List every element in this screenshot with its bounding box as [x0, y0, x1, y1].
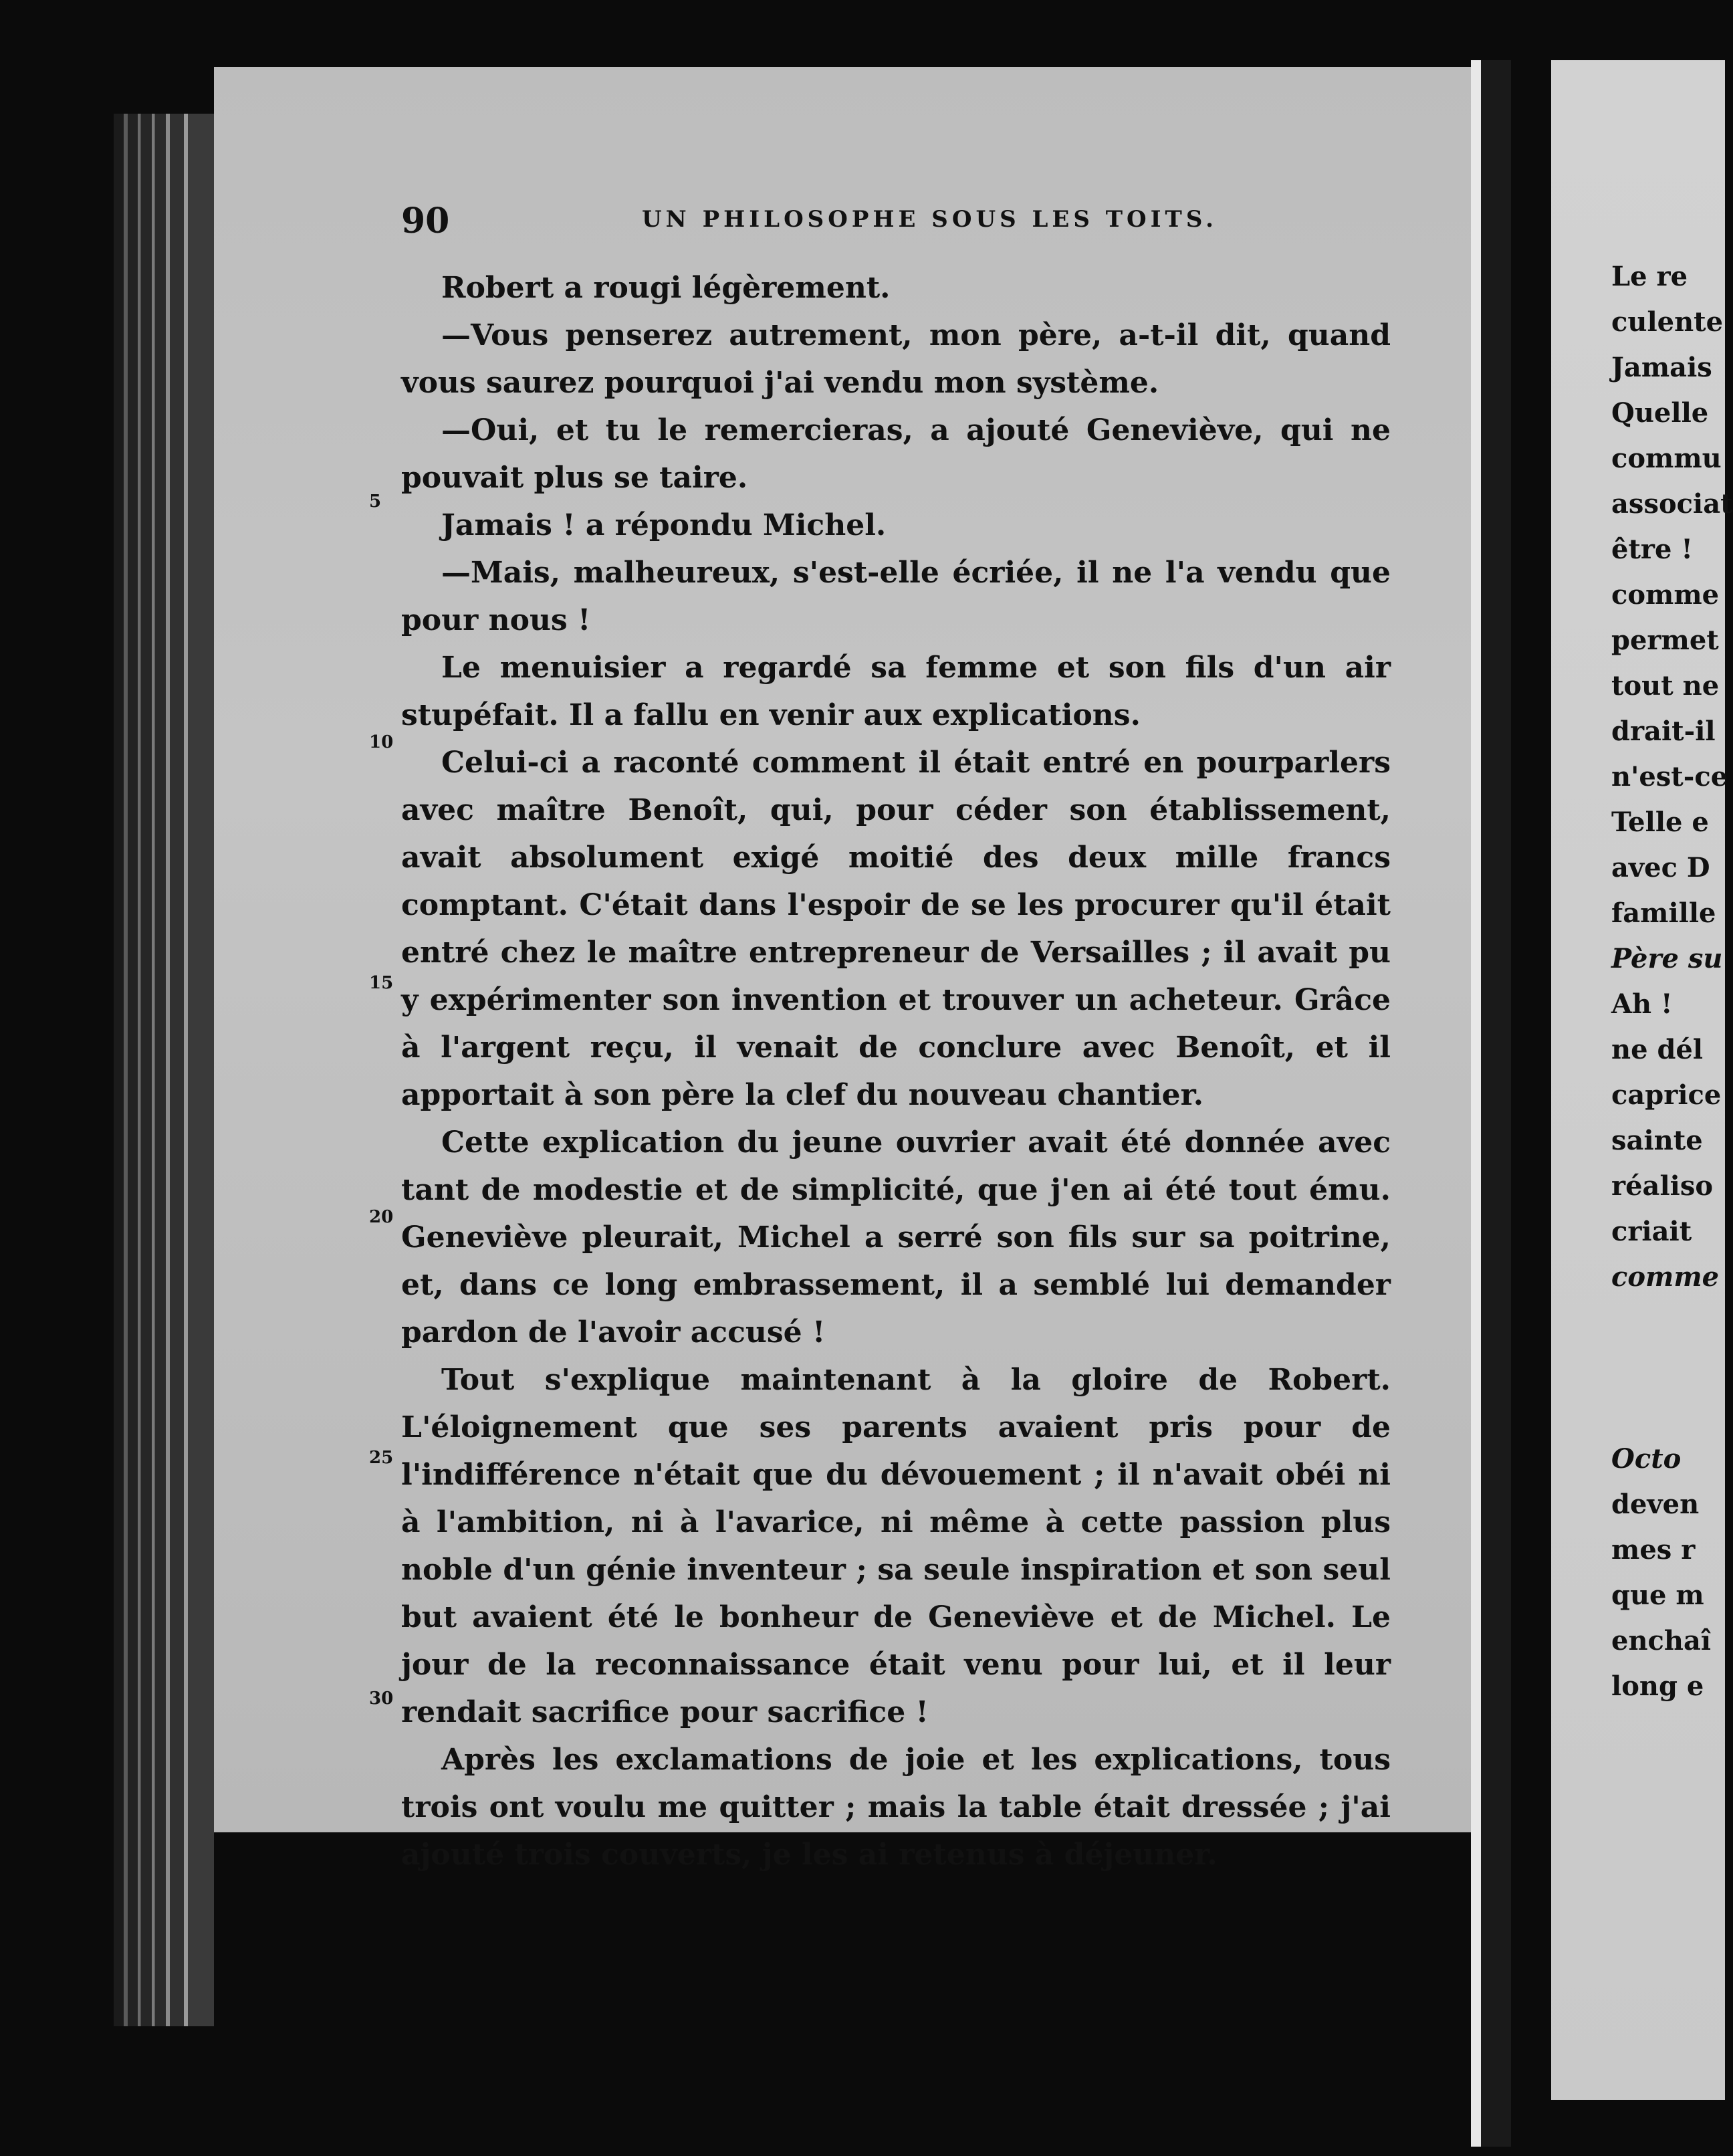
right-page-line: sainte [1611, 1125, 1703, 1156]
paragraph: Après les exclamations de joie et les explications, tous trois ont voulu me quitter ; mais la table était dressée ; j'ai ajouté trois couverts, je les ai retenus à déjeuner. [401, 1743, 1391, 1872]
right-page-line: permet [1611, 625, 1719, 656]
line-number: 30 [369, 1689, 394, 1709]
paragraph: —Vous penserez autrement, mon père, a-t-il dit, quand vous saurez pourquoi j'ai vendu mon système. [401, 318, 1391, 400]
paragraph: Le menuisier a regardé sa femme et son fils d'un air stupéfait. Il a fallu en venir aux explications. [401, 651, 1391, 732]
right-page-line: long e [1611, 1670, 1704, 1702]
line-number: 25 [369, 1448, 394, 1468]
right-page-line: être ! [1611, 534, 1693, 565]
spacer [1611, 1391, 1718, 1436]
right-page-line: Quelle [1611, 397, 1709, 429]
right-page-line: enchaî [1611, 1625, 1712, 1656]
right-page-line: criait [1611, 1216, 1692, 1247]
right-page-line: comme [1611, 1261, 1720, 1293]
line-number: 10 [369, 732, 394, 752]
right-page-line: comme [1611, 579, 1720, 611]
paragraph: —Mais, malheureux, s'est-elle écriée, il ne l'a vendu que pour nous ! [401, 556, 1391, 637]
right-page-text [1611, 254, 1733, 1709]
running-title: UN PHILOSOPHE SOUS LES TOITS. [642, 206, 1218, 233]
paragraph: Jamais ! a répondu Michel. [441, 508, 887, 542]
page-number: 90 [401, 201, 450, 241]
right-page-line: tout ne [1611, 670, 1720, 702]
paragraph: Celui-ci a raconté comment il était entré en pourparlers avec maître Benoît, qui, pour céder son établissement, avait absolument exigé moitié des deux mille francs comptant. C'était dans l'espoir de se les procurer qu'il était entré chez le maître entrepreneur de Versailles ; il avait pu y expérimenter son invention et trouver un acheteur. Grâce à l'argent reçu, il venait de conclure avec Benoît, et il apportait à son père la clef du nouveau chantier. [401, 746, 1391, 1112]
right-page-line: culente [1611, 306, 1724, 338]
right-page-line: n'est-ce [1611, 761, 1728, 792]
spacer [1611, 1300, 1718, 1345]
right-page-line: commu [1611, 443, 1722, 474]
line-number: 5 [369, 492, 382, 512]
paragraph: Cette explication du jeune ouvrier avait été donnée avec tant de modestie et de simplicité, que j'en ai été tout ému. Geneviève pleurait, Michel a serré son fils sur sa poitrine, et, dans ce long embrassement, il a semblé lui demander pardon de l'avoir accusé ! [401, 1125, 1391, 1350]
line-number: 15 [369, 973, 394, 993]
right-page-line: mes r [1611, 1534, 1696, 1566]
paragraph: Tout s'explique maintenant à la gloire de Robert. L'éloignement que ses parents avaient pris pour de l'indifférence n'était que du dévouement ; il n'avait obéi ni à l'ambition, ni à l'avarice, ni même à cette passion plus noble d'un génie inventeur ; sa seule inspiration et son seul but avaient été le bonheur de Geneviève et de Michel. Le jour de la reconnaissance était venu pour lui, et il leur rendait sacrifice pour sacrifice ! [401, 1363, 1391, 1729]
right-page-line: associat [1611, 488, 1733, 520]
book-page-edges [114, 114, 214, 2026]
page-header [401, 201, 1417, 254]
right-page-line: caprice [1611, 1079, 1722, 1111]
right-page-line: Octo [1611, 1443, 1682, 1475]
right-page-line: réaliso [1611, 1170, 1714, 1202]
right-page-line: famille [1611, 897, 1716, 929]
paragraph: Robert a rougi légèrement. [441, 271, 891, 305]
body-text [369, 264, 1391, 1878]
right-page-line: drait-il [1611, 716, 1716, 747]
right-page-line: Père su [1611, 943, 1723, 974]
right-page-line: avec D [1611, 852, 1710, 883]
right-page-line: Telle e [1611, 806, 1709, 838]
paragraph: —Oui, et tu le remercieras, a ajouté Geneviève, qui ne pouvait plus se taire. [401, 413, 1391, 495]
right-page-line: deven [1611, 1489, 1700, 1520]
spacer [1611, 1345, 1718, 1391]
right-page-line: Le re [1611, 261, 1688, 292]
right-page-line: Jamais [1611, 352, 1712, 383]
right-page-line: que m [1611, 1580, 1704, 1611]
line-number: 20 [369, 1207, 394, 1227]
book-gutter [1471, 60, 1511, 2147]
right-page-line: Ah ! [1611, 988, 1673, 1020]
right-page-line: ne dél [1611, 1034, 1704, 1065]
